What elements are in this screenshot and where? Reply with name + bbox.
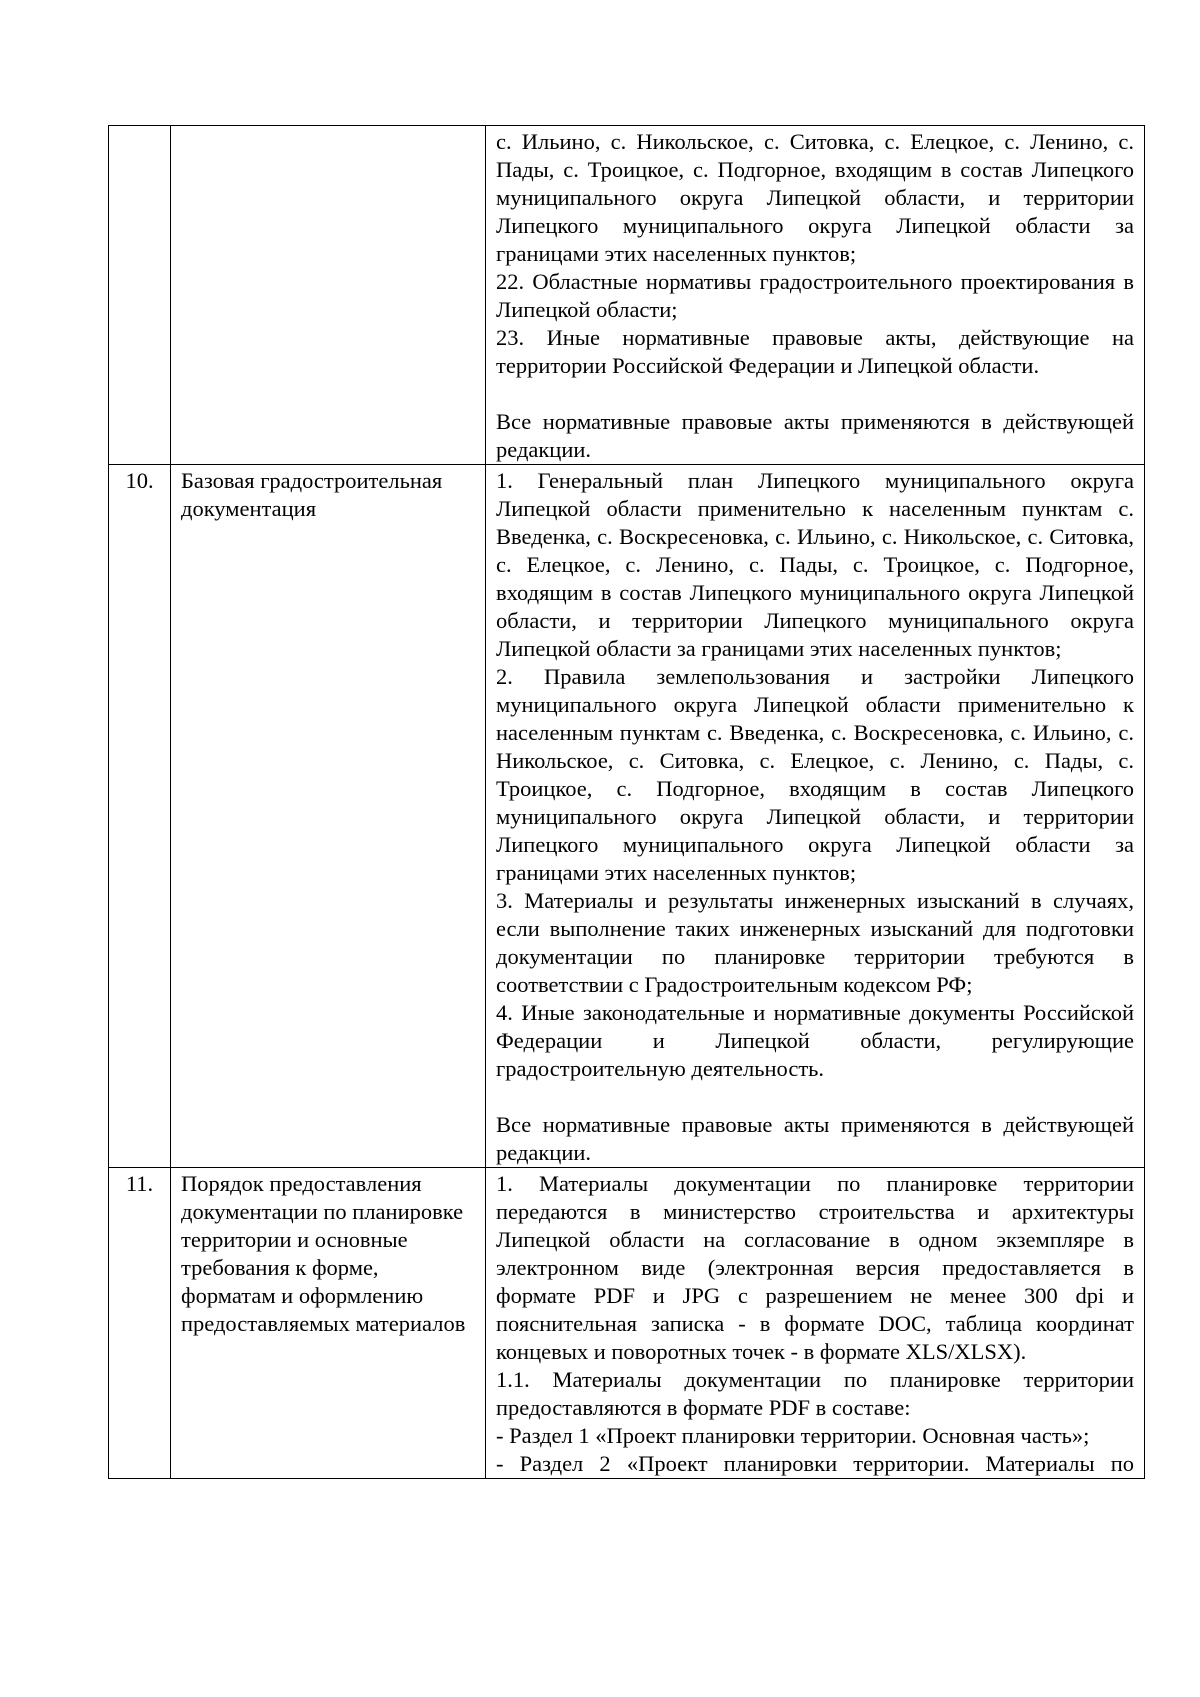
row-content bbox=[486, 465, 1145, 1168]
content-paragraph: 4. Иные законодательные и нормативные документы Российской Федерации и Липецкой области, регулирующие градостроительную деятельность. bbox=[496, 1000, 1134, 1081]
content-paragraph: 2. Правила землепользования и застройки Липецкого муниципального округа Липецкой области применительно к населенным пунктам с. Введенка, с. Воскресеновка, с. Ильино, с. Никольское, с. Ситовка, с. Елецкое, с. Ленино, с. Пады, с. Троицкое, с. Подгорное, входящим в состав Липецкого муниципального округа Липецкой области, и территории Липецкого муниципального округа Липецкой области за границами этих населенных пунктов; bbox=[496, 664, 1134, 885]
content-paragraph: 1. Генеральный план Липецкого муниципального округа Липецкой области применительно к населенным пунктам с. Введенка, с. Воскресеновка, с. Ильино, с. Никольское, с. Ситовка, с. Елецкое, с. Ленино, с. Пады, с. Троицкое, с. Подгорное, входящим в состав Липецкого муниципального округа Липецкой области, и территории Липецкого муниципального округа Липецкой области за границами этих населенных пунктов; bbox=[496, 468, 1134, 661]
content-paragraph: 3. Материалы и результаты инженерных изысканий в случаях, если выполнение таких инженерных изысканий для подготовки документации по планировке территории требуются в соответствии с Градостроительным кодексом РФ; bbox=[496, 888, 1134, 997]
row-title bbox=[171, 126, 486, 465]
paragraph-gap bbox=[496, 1083, 1134, 1111]
row-content bbox=[486, 126, 1145, 465]
content-paragraph: с. Ильино, с. Никольское, с. Ситовка, с. Елецкое, с. Ленино, с. Пады, с. Троицкое, с. Подгорное, входящим в состав Липецкого муниципального округа Липецкой области, и территории Липецкого муниципального округа Липецкой области за границами этих населенных пунктов; bbox=[496, 129, 1134, 266]
content-paragraph: 1.1. Материалы документации по планировке территории предоставляются в формате PDF в составе: bbox=[496, 1367, 1134, 1420]
row-title: Базовая градостроительная документация bbox=[171, 465, 486, 1168]
content-paragraph: - Раздел 2 «Проект планировки территории. Материалы по bbox=[496, 1451, 1134, 1476]
edition-note: Все нормативные правовые акты применяются в действующей редакции. bbox=[496, 409, 1134, 462]
table-row bbox=[109, 465, 1145, 1168]
edition-note: Все нормативные правовые акты применяются в действующей редакции. bbox=[496, 1112, 1134, 1165]
content-paragraph: 1. Материалы документации по планировке территории передаются в министерство строительства и архитектуры Липецкой области на согласование в одном экземпляре в электронном виде (электронная версия предоставляется в формате PDF и JPG с разрешением не менее 300 dpi и пояснительная записка - в формате DOC, таблица координат концевых и поворотных точек - в формате XLS/XLSX). bbox=[496, 1171, 1134, 1364]
table-row bbox=[109, 126, 1145, 465]
row-number: 11. bbox=[109, 1168, 171, 1479]
row-content bbox=[486, 1168, 1145, 1479]
content-paragraph: - Раздел 1 «Проект планировки территории. Основная часть»; bbox=[496, 1423, 1090, 1448]
terms-table bbox=[108, 125, 1145, 1479]
row-number bbox=[109, 126, 171, 465]
row-title: Порядок предоставления документации по планировке территории и основные требования к форме, форматам и оформлению предоставляемых материалов bbox=[171, 1168, 486, 1479]
paragraph-gap bbox=[496, 380, 1134, 408]
content-paragraph: 23. Иные нормативные правовые акты, действующие на территории Российской Федерации и Липецкой области. bbox=[496, 325, 1134, 378]
content-paragraph: 22. Областные нормативы градостроительного проектирования в Липецкой области; bbox=[496, 269, 1134, 322]
table-row bbox=[109, 1168, 1145, 1479]
row-number: 10. bbox=[109, 465, 171, 1168]
